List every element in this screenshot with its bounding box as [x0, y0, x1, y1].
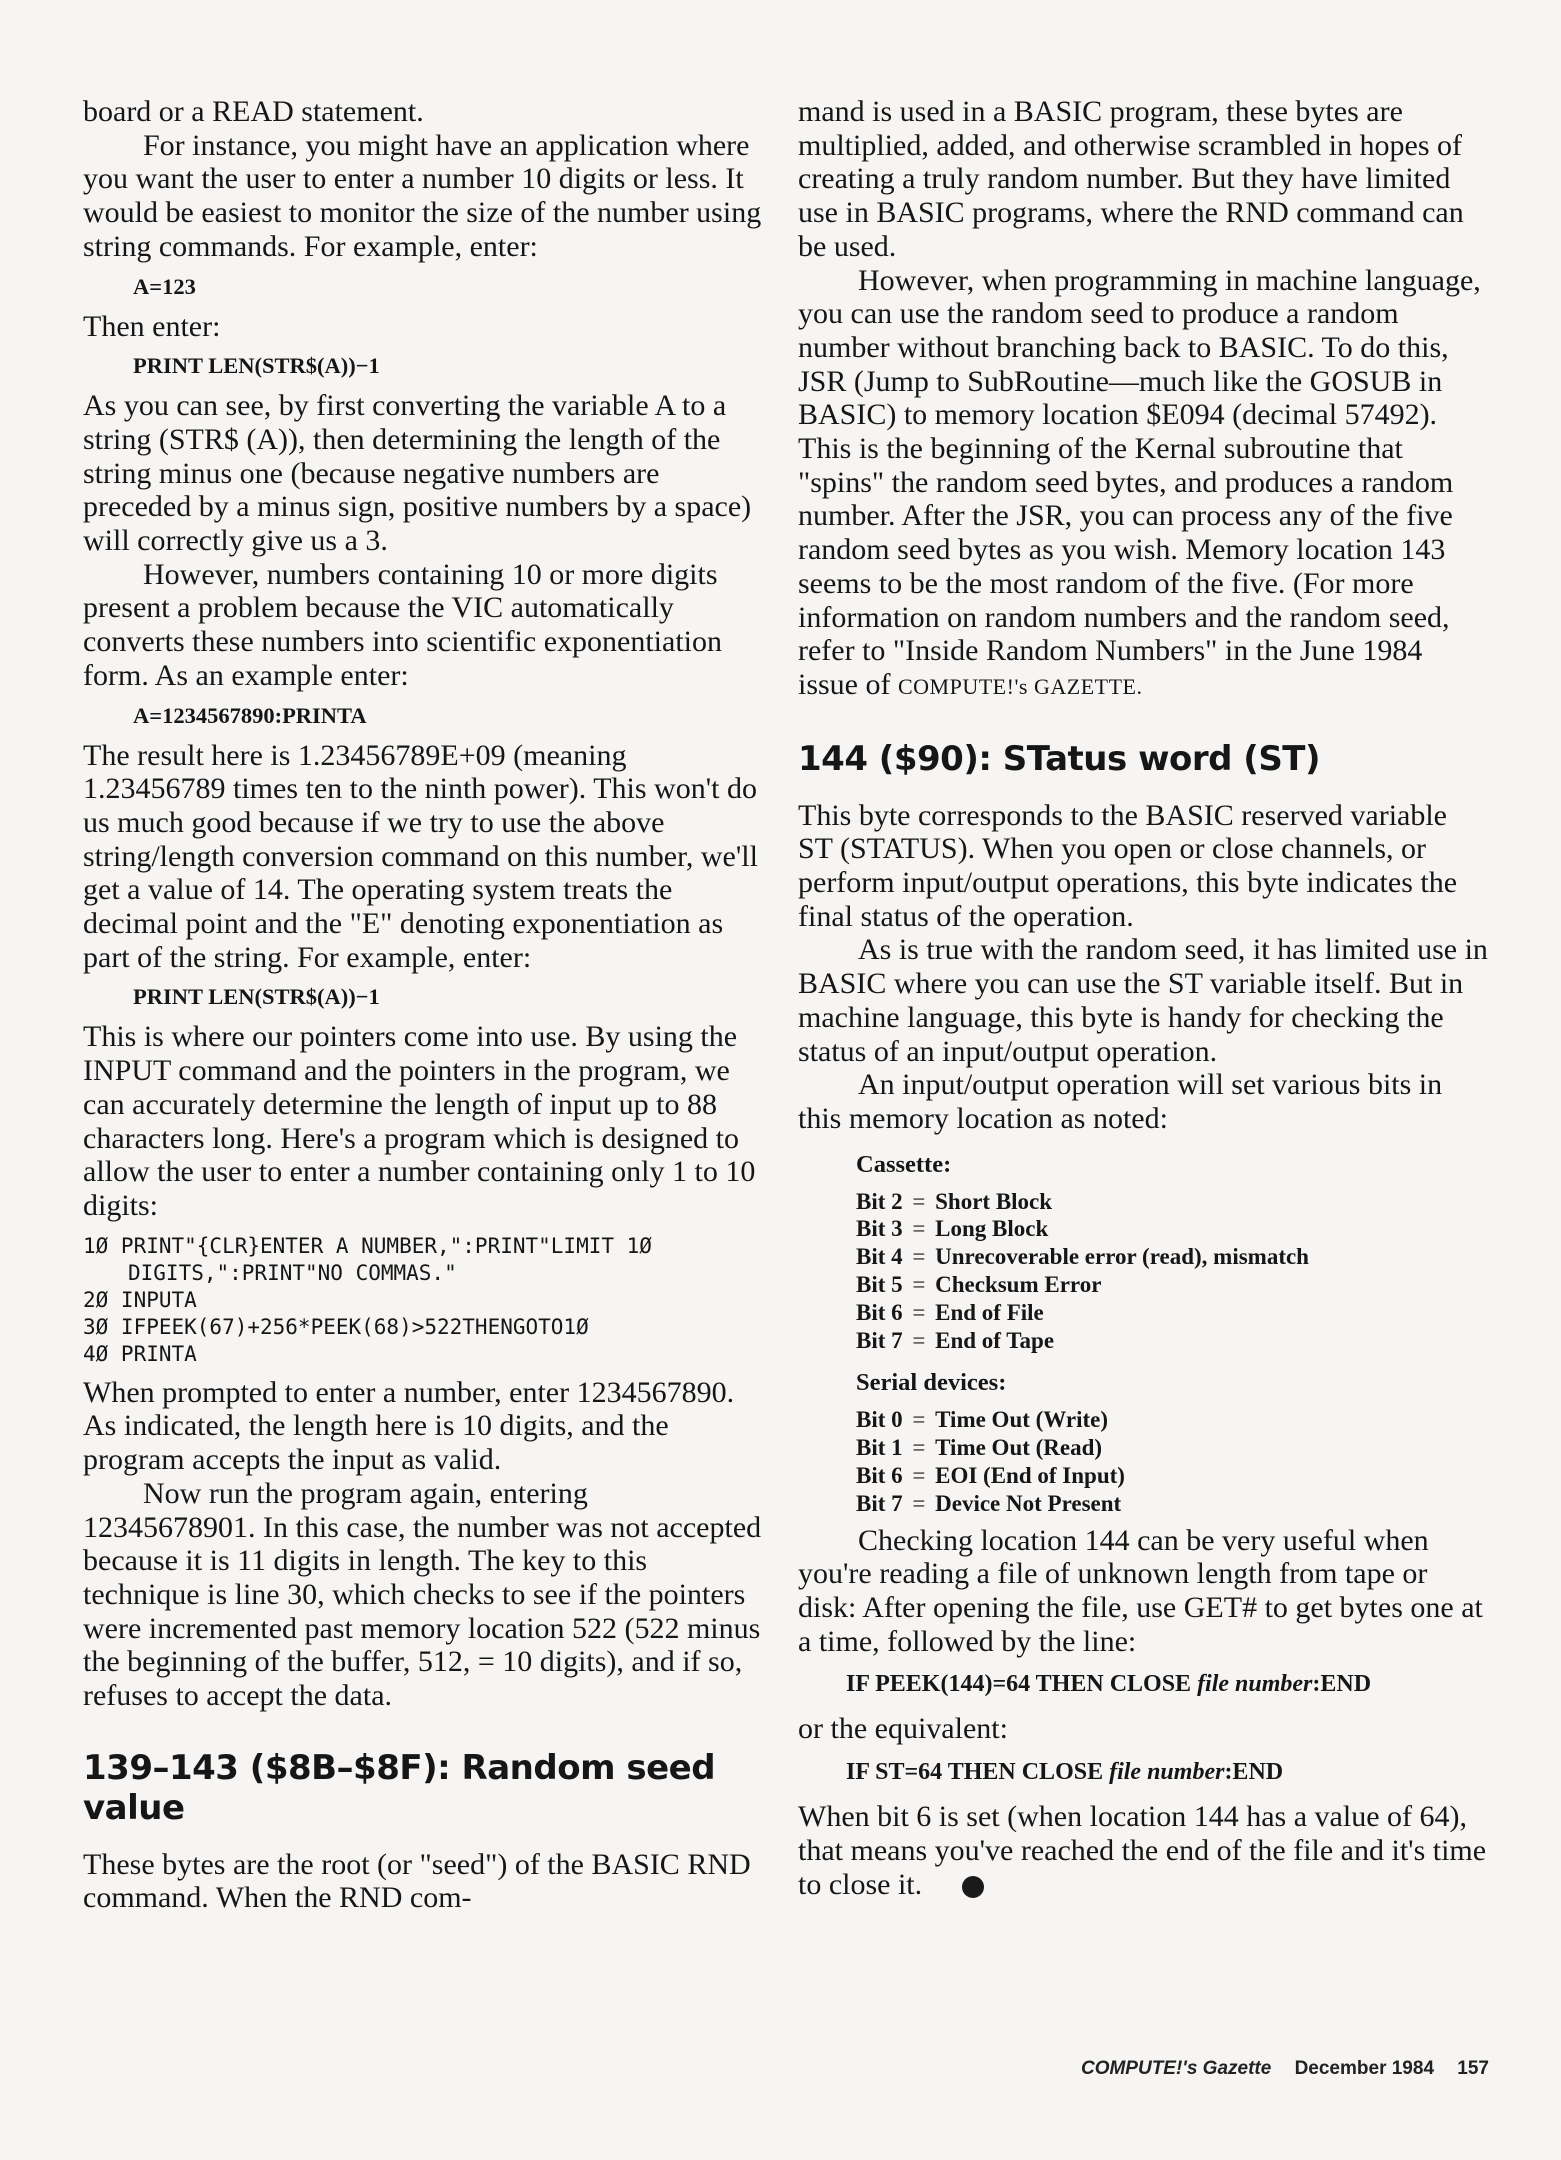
bit-number: Bit 0	[856, 1407, 903, 1433]
paragraph: As is true with the random seed, it has limited use in BASIC where you can use the ST variable itself. But in machine language, this byte is handy for checking the status of an input/output operation.	[798, 933, 1488, 1068]
bit-row: Bit 7 = Device Not Present	[856, 1490, 1122, 1516]
bit-meaning: End of Tape	[935, 1327, 1055, 1353]
paragraph-text: When bit 6 is set (when location 144 has a value of 64), that means you've reached the end of the file and it's time to close it.	[798, 1800, 1487, 1901]
code-placeholder: file number	[1197, 1671, 1313, 1698]
end-of-article-icon	[962, 1876, 984, 1898]
code-placeholder: file number	[1109, 1759, 1225, 1786]
bit-row: Bit 4 = Unrecoverable error (read), mismatch	[856, 1244, 1309, 1270]
code-example: PRINT LEN(STR$(A))−1	[133, 353, 380, 379]
publication-name: COMPUTE!'s GAZETTE.	[898, 673, 1143, 699]
issue-date: December 1984	[1294, 2058, 1435, 2079]
paragraph: An input/output operation will set various bits in this memory location as noted:	[798, 1068, 1443, 1135]
code-example: A=1234567890:PRINTA	[133, 702, 367, 728]
paragraph: Checking location 144 can be very useful when you're reading a file of unknown length from tape or disk: After opening the file, use GET# to get bytes one at a time, followed by the line:	[798, 1523, 1483, 1658]
bit-meaning: EOI (End of Input)	[935, 1463, 1125, 1489]
paragraph-text: mand is used in a BASIC program, these bytes are multiplied, added, and otherwise scrambled in hopes of creating a truly random number. But they have limited use in BASIC programs, where the RND command can be used.	[798, 95, 1464, 263]
program-listing	[83, 1233, 765, 1368]
paragraph: These bytes are the root (or "seed") of the BASIC RND command. When the RND com-	[83, 1847, 751, 1915]
serial-devices-label: Serial devices:	[856, 1369, 1007, 1397]
bit-row: Bit 7 = End of Tape	[856, 1327, 1055, 1353]
bit-meaning: Checksum Error	[935, 1272, 1102, 1298]
code-text: IF ST=64 THEN CLOSE	[846, 1759, 1110, 1786]
paragraph	[798, 1800, 1488, 1901]
paragraph-text: However, when programming in machine language, you can use the random seed to produce a random number without branching back to BASIC. To do this, JSR (Jump to SubRoutine—much like the GOSUB in BASIC) to memory location $E094 (decimal 57492). This is the beginning of the Kernal subroutine that "spins" the random seed bytes, and produces a random number. After the JSR, you can process any of the five random seed bytes as you wish. Memory location 143 seems to be the most random of the five. (For more information on random numbers and the random seed, refer to "Inside Random Numbers" in the June 1984 issue of	[798, 263, 1481, 701]
bit-number: Bit 5	[856, 1272, 903, 1298]
paragraph: However, numbers containing 10 or more digits present a problem because the VIC automatically converts these numbers into scientific exponentiation form. As an example enter:	[83, 557, 722, 692]
bit-number: Bit 6	[856, 1299, 903, 1325]
paragraph: For instance, you might have an application where you want the user to enter a number 10 digits or less. It would be easiest to monitor the size of the number using string commands. For example, enter:	[83, 128, 762, 263]
code-example	[846, 1756, 1488, 1788]
bit-number: Bit 7	[856, 1490, 903, 1516]
code-text: IF PEEK(144)=64 THEN CLOSE	[846, 1671, 1198, 1698]
bit-meaning: End of File	[935, 1299, 1044, 1325]
code-text: :END	[1224, 1759, 1284, 1786]
page-number: 157	[1457, 2058, 1489, 2079]
bit-number: Bit 3	[856, 1216, 903, 1242]
section-heading: 144 ($90): STatus word (ST)	[798, 738, 1321, 779]
bit-row: Bit 3 = Long Block	[856, 1216, 1049, 1242]
listing-line: 2Ø INPUTA	[83, 1287, 197, 1312]
bit-row: Bit 6 = EOI (End of Input)	[856, 1463, 1125, 1489]
code-example: PRINT LEN(STR$(A))−1	[133, 984, 380, 1010]
left-column	[83, 95, 765, 1915]
cassette-bit-list	[856, 1188, 1488, 1355]
paragraph: or the equivalent:	[798, 1712, 1008, 1746]
bit-meaning: Device Not Present	[935, 1490, 1122, 1516]
paragraph	[798, 264, 1488, 704]
serial-bit-list	[856, 1406, 1488, 1517]
listing-line: 1Ø PRINT"{CLR}ENTER A NUMBER,":PRINT"LIMIT 1Ø DIGITS,":PRINT"NO COMMAS."	[83, 1233, 652, 1285]
paragraph: Then enter:	[83, 309, 221, 343]
bit-meaning: Unrecoverable error (read), mismatch	[935, 1244, 1309, 1270]
bit-row: Bit 5 = Checksum Error	[856, 1272, 1102, 1298]
bit-number: Bit 7	[856, 1327, 903, 1353]
bit-number: Bit 2	[856, 1188, 903, 1214]
paragraph: This is where our pointers come into use. By using the INPUT command and the pointers in the program, we can accurately determine the length of input up to 88 characters long. Here's a program which is designed to allow the user to enter a number containing only 1 to 10 digits:	[83, 1020, 756, 1222]
listing-line: 4Ø PRINTA	[83, 1341, 197, 1366]
bit-row: Bit 1 = Time Out (Read)	[856, 1435, 1103, 1461]
paragraph: As you can see, by first converting the variable A to a string (STR$ (A)), then determining the length of the string minus one (because negative numbers are preceded by a minus sign, positive numbers by a space) will correctly give us a 3.	[83, 389, 752, 558]
paragraph	[798, 95, 1488, 264]
paragraph: When prompted to enter a number, enter 1234567890. As indicated, the length here is 10 digits, and the program accepts the input as valid.	[83, 1375, 735, 1477]
listing-line: 3Ø IFPEEK(67)+256*PEEK(68)>522THENGOTO1Ø	[83, 1314, 589, 1339]
bit-row: Bit 0 = Time Out (Write)	[856, 1407, 1109, 1433]
paragraph: board or a READ statement.	[83, 95, 424, 128]
right-column	[798, 95, 1488, 1901]
bit-number: Bit 4	[856, 1244, 903, 1270]
code-example	[846, 1668, 1488, 1700]
bit-meaning: Short Block	[935, 1188, 1053, 1214]
publication-name: COMPUTE!'s Gazette	[1080, 2058, 1272, 2079]
code-text: :END	[1312, 1671, 1372, 1698]
section-heading: 139–143 ($8B–$8F): Random seed value	[83, 1747, 716, 1828]
page-footer	[1063, 2058, 1489, 2080]
bit-number: Bit 6	[856, 1463, 903, 1489]
bit-row: Bit 6 = End of File	[856, 1299, 1044, 1325]
paragraph: This byte corresponds to the BASIC reserved variable ST (STATUS). When you open or close channels, or perform input/output operations, this byte indicates the final status of the operation.	[798, 798, 1458, 933]
cassette-label: Cassette:	[856, 1150, 952, 1178]
bit-meaning: Long Block	[935, 1216, 1049, 1242]
code-example: A=123	[133, 273, 196, 299]
paragraph: Now run the program again, entering 12345678901. In this case, the number was not accepted because it is 11 digits in length. The key to this technique is line 30, which checks to see if the pointers were incremented past memory location 522 (522 minus the beginning of the buffer, 512, = 10 digits), and if so, refuses to accept the data.	[83, 1476, 762, 1713]
paragraph: The result here is 1.23456789E+09 (meaning 1.23456789 times ten to the ninth power). This won't do us much good because if we try to use the above string/length conversion command on this number, we'll get a value of 14. The operating system treats the decimal point and the "E" denoting exponentiation as part of the string. For example, enter:	[83, 738, 758, 974]
bit-meaning: Time Out (Write)	[935, 1407, 1109, 1433]
bit-row: Bit 2 = Short Block	[856, 1188, 1053, 1214]
bit-meaning: Time Out (Read)	[935, 1435, 1103, 1461]
bit-number: Bit 1	[856, 1435, 903, 1461]
